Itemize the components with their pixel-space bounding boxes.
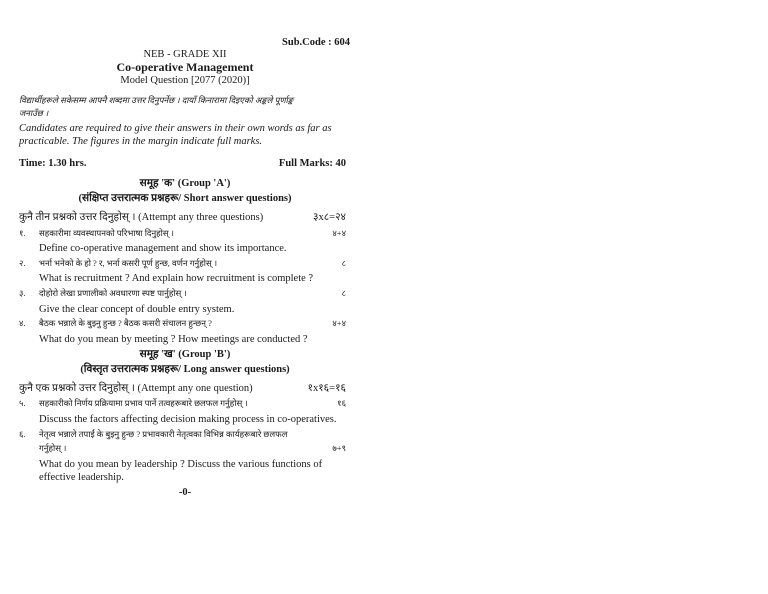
exam-time: Time: 1.30 hrs. bbox=[19, 158, 87, 169]
group-a-subtitle: (संक्षिप्त उत्तरात्मक प्रश्नहरू/ Short answer questions) bbox=[78, 193, 292, 204]
question-nepali: सहकारीको निर्णय प्रक्रियामा प्रभाव पार्ने तत्वहरूबारे छलफल गर्नुहोस् । bbox=[39, 398, 248, 408]
board-grade: NEB - GRADE XII bbox=[143, 49, 227, 60]
instruction-nepali-line1: विद्यार्थीहरूले सकेसम्म आफ्नै शब्दमा उत्तर दिनुपर्नेछ । दायाँ किनारामा दिइएको अङ्कले पूर्णाङ्क bbox=[19, 95, 294, 105]
question-marks: ७+९ bbox=[332, 443, 346, 453]
question-marks: १६ bbox=[337, 398, 346, 408]
group-b-instruction: कुनै एक प्रश्नको उत्तर दिनुहोस् । (Attempt any one question) bbox=[19, 383, 253, 394]
group-b-marks: १x१६=१६ bbox=[307, 383, 346, 394]
question-nepali: सहकारीमा व्यवस्थापनको परिभाषा दिनुहोस् । bbox=[39, 228, 174, 238]
question-number: २. bbox=[19, 258, 26, 268]
question-english: What is recruitment ? And explain how recruitment is complete ? bbox=[39, 273, 314, 284]
group-a-instruction: कुनै तीन प्रश्नको उत्तर दिनुहोस् । (Attempt any three questions) bbox=[19, 212, 264, 223]
question-nepali: बैठक भन्नाले के बुझ्नु हुन्छ ? बैठक कसरी संचालन हुन्छन् ? bbox=[39, 318, 212, 328]
question-number: १. bbox=[19, 228, 26, 238]
question-nepali: नेतृत्व भन्नाले तपाईं के बुझ्नु हुन्छ ? प्रभावकारी नेतृत्वका विभिन्न कार्यहरूबारे छलफल bbox=[39, 429, 288, 439]
question-english: Give the clear concept of double entry system. bbox=[39, 304, 235, 315]
question-english-continued: effective leadership. bbox=[39, 472, 124, 483]
question-marks: ४+४ bbox=[332, 318, 346, 328]
question-nepali: भर्ना भनेको के हो ? र, भर्ना कसरी पूर्ण हुन्छ, वर्णन गर्नुहोस् । bbox=[39, 258, 218, 268]
question-marks: ८ bbox=[341, 258, 346, 268]
question-english: What do you mean by leadership ? Discuss the various functions of bbox=[39, 459, 323, 470]
question-marks: ८ bbox=[341, 288, 346, 298]
question-marks: ४+४ bbox=[332, 228, 346, 238]
question-number: ५. bbox=[19, 398, 26, 408]
instruction-nepali-line2: जनाउँछ । bbox=[19, 108, 49, 118]
question-nepali-continued: गर्नुहोस् । bbox=[39, 443, 67, 453]
end-marker: -0- bbox=[178, 487, 192, 498]
question-english: Define co-operative management and show its importance. bbox=[39, 243, 287, 254]
question-number: ४. bbox=[19, 318, 26, 328]
group-a-title: समूह 'क' (Group 'A') bbox=[139, 178, 231, 189]
full-marks: Full Marks: 40 bbox=[278, 158, 346, 169]
question-english: Discuss the factors affecting decision making process in co-operatives. bbox=[39, 414, 337, 425]
question-nepali: दोहोरो लेखा प्रणालीको अवधारणा स्पष्ट पार्नुहोस् । bbox=[39, 288, 187, 298]
subject-code: Sub.Code : 604 bbox=[282, 37, 350, 48]
subject-title: Co-operative Management bbox=[116, 60, 254, 74]
instruction-english-line1: Candidates are required to give their answers in their own words as far as bbox=[19, 123, 332, 134]
group-b-subtitle: (विस्तृत उत्तरात्मक प्रश्नहरू/ Long answer questions) bbox=[80, 364, 290, 375]
question-number: ३. bbox=[19, 288, 26, 298]
model-question: Model Question [2077 (2020)] bbox=[120, 75, 250, 86]
instruction-english-line2: practicable. The figures in the margin indicate full marks. bbox=[19, 136, 263, 147]
group-a-marks: ३x८=२४ bbox=[312, 212, 346, 223]
group-b-title: समूह 'ख' (Group 'B') bbox=[139, 349, 231, 360]
question-english: What do you mean by meeting ? How meetings are conducted ? bbox=[39, 334, 308, 345]
question-number: ६. bbox=[19, 429, 26, 439]
